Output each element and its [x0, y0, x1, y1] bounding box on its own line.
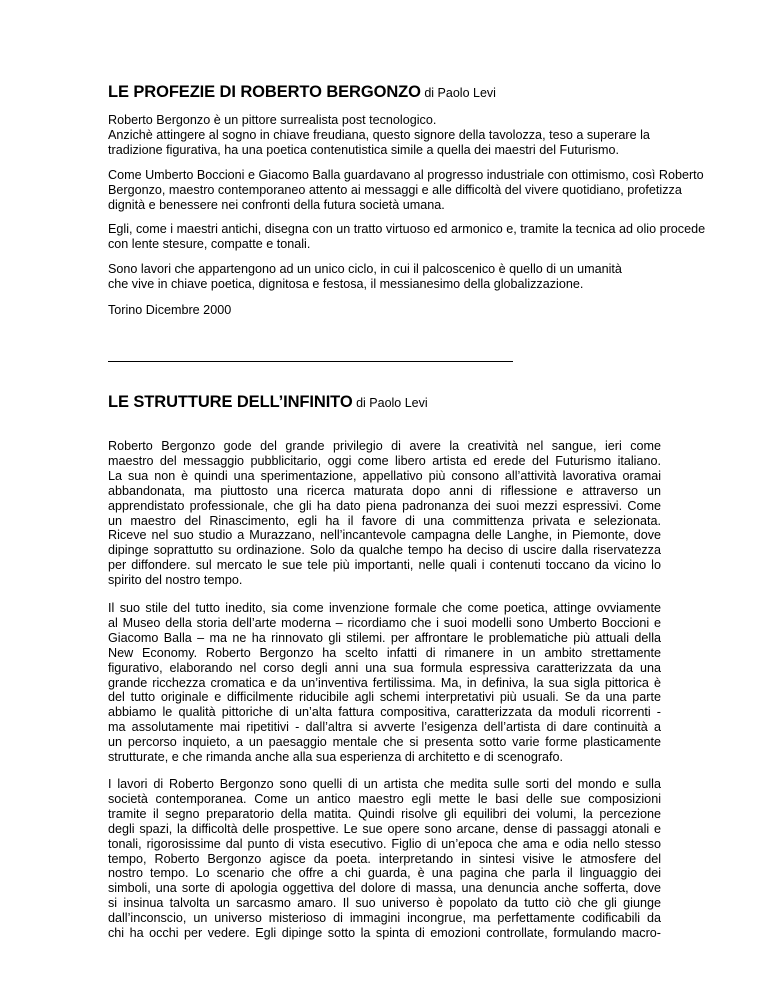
- text-line: con lente stesure, compatte e tonali.: [108, 236, 311, 251]
- text-line: per diffondere. sul mercato le sue tele più importanti, nelle quali i contenuti toccano da vicino lo: [108, 558, 661, 573]
- text-line: società contemporanea. Come un antico maestro egli mette le basi delle sue composizioni: [108, 791, 661, 806]
- article-2-title: [108, 393, 428, 412]
- text-line: un maestro del Rinascimento, egli ha il favore di una committenza privata e selezionata.: [108, 513, 661, 528]
- text-line: grande ricchezza cromatica e da un’inventiva fertilissima. Ma, in definiva, la sua sigla pittorica è: [108, 675, 661, 690]
- article-1-paragraph: [108, 222, 706, 252]
- text-line: figurativo, elaborando nel corso degli anni una sua formula espressiva caratterizzata da una: [108, 660, 661, 675]
- text-line: strutturate, e che rimanda anche alla sua esperienza di architetto e di scenografo.: [108, 750, 564, 765]
- text-line: Roberto Bergonzo è un pittore surrealista post tecnologico.: [108, 113, 437, 127]
- text-line: apprendistato professionale, che gli ha dato piena padronanza dei suoi mezzi espressivi. Come: [108, 498, 661, 513]
- text-line: Bergonzo, maestro contemporaneo attento ai messaggi e alle difficoltà del vivere quotidiano, profetizza: [108, 182, 682, 197]
- article-2-byline: di Paolo Levi: [352, 396, 428, 410]
- article-2-title-text: LE STRUTTURE DELL’INFINITO: [108, 393, 353, 411]
- article-2-paragraph: [108, 439, 661, 588]
- text-line: nostro tempo. Lo scenario che offre a chi guarda, è una pagina che parla il linguaggio dei: [108, 866, 661, 881]
- text-line: abbiamo le qualità pittoriche di un’alta fattura compositiva, caratterizzata da moduli ricorrenti -: [108, 705, 661, 720]
- text-line: dignità e benessere nei confronti della futura società umana.: [108, 197, 445, 212]
- text-line: Anzichè attingere al sogno in chiave freudiana, questo signore della tavolozza, teso a superare la: [108, 127, 650, 142]
- text-line: ma assolutamente mai ripetitivi - dall’altra si avverte l’esigenza dell’artista di dare continuità a: [108, 720, 661, 735]
- text-line: al Museo della storia dell’arte moderna – ricordiamo che i suoi modelli sono Umberto Boccioni e: [108, 615, 661, 630]
- article-1-paragraph: [108, 113, 661, 158]
- article-2-paragraph: [108, 601, 661, 765]
- article-1-paragraph: [108, 262, 661, 292]
- text-line: New Economy. Roberto Bergonzo ha scelto infatti di rimanere in un ambito strettamente: [108, 645, 661, 660]
- article-1-dateline: [108, 303, 661, 318]
- text-line: Roberto Bergonzo gode del grande privilegio di avere la creatività nel sangue, ieri come: [108, 439, 661, 453]
- text-line: che vive in chiave poetica, dignitosa e festosa, il messianesimo della globalizzazione.: [108, 276, 584, 291]
- text-line: chi ha occhi per vedere. Egli dipinge sotto la spinta di emozioni controllate, formulando macro-: [108, 926, 661, 941]
- text-line: Torino Dicembre 2000: [108, 303, 232, 317]
- text-line: del tutto originale e difficilmente riducibile agli schemi interpretativi più usuali. Se da una parte: [108, 690, 661, 705]
- text-line: La sua non è quindi una sperimentazione, appellativo più consono all’attività lavorativa oramai: [108, 468, 661, 483]
- article-2-paragraph: [108, 777, 661, 941]
- article-1-paragraph: [108, 168, 704, 213]
- text-line: un percorso inquieto, a un paesaggio mentale che si presenta sotto varie forme plasticamente: [108, 735, 661, 750]
- text-line: maestro del messaggio pubblicitario, oggi come libero artista ed erede del Futurismo italiano.: [108, 453, 661, 468]
- text-line: tramite il segno preparatorio della matita. Quindi risolve gli equilibri dei volumi, la percezione: [108, 806, 661, 821]
- text-line: dipinge soprattutto su ordinazione. Solo da qualche tempo ha deciso di uscire dalla riservatezza: [108, 543, 661, 558]
- text-line: tonali, rigorosissime dal punto di vista esecutivo. Figlio di un’epoca che ama e odia nello stesso: [108, 836, 661, 851]
- text-line: Riceve nel suo studio a Murazzano, nell’incantevole campagna delle Langhe, in Piemonte, dove: [108, 528, 661, 543]
- text-line: degli spazi, la difficoltà delle prospettive. Le sue opere sono arcane, dense di passaggi atonali e: [108, 821, 661, 836]
- article-1-title-text: LE PROFEZIE DI ROBERTO BERGONZO: [108, 83, 421, 101]
- text-line: spirito del nostro tempo.: [108, 573, 243, 588]
- text-line: Sono lavori che appartengono ad un unico ciclo, in cui il palcoscenico è quello di un umanità: [108, 262, 622, 276]
- article-1-title: [108, 83, 496, 102]
- text-line: tradizione figurativa, ha una poetica contenutistica simile a quella dei maestri del Futurismo.: [108, 142, 620, 157]
- text-line: tempo, Roberto Bergonzo agisce da poeta. interpretando in sintesi visive le atmosfere del: [108, 851, 661, 866]
- text-line: I lavori di Roberto Bergonzo sono quelli di un artista che medita sulle sorti del mondo e sulla: [108, 777, 661, 791]
- text-line: Il suo stile del tutto inedito, sia come invenzione formale che come poetica, attinge ovviamente: [108, 601, 661, 615]
- section-divider: [108, 361, 513, 362]
- text-line: si insinua talvolta un sarcasmo amaro. Il suo universo è popolato da tutto ciò che gli giunge: [108, 896, 661, 911]
- text-line: simboli, una sorte di apologia oggettiva del dolore di massa, una denuncia anche sofferta, dove: [108, 881, 661, 896]
- article-1-byline: di Paolo Levi: [420, 86, 496, 100]
- text-line: Giacomo Balla – ma ne ha rinnovato gli stilemi. per affrontare le problematiche più attuali della: [108, 630, 661, 645]
- text-line: Egli, come i maestri antichi, disegna con un tratto virtuoso ed armonico e, tramite la tecnica ad olio procede: [108, 222, 706, 236]
- text-line: abbandonata, ma piuttosto una ricerca maturata dopo anni di riflessione e attraverso un: [108, 483, 661, 498]
- text-line: Come Umberto Boccioni e Giacomo Balla guardavano al progresso industriale con ottimismo, così Roberto: [108, 168, 704, 182]
- text-line: dall’inconscio, un universo misterioso di immagini incongrue, ma perfettamente codificabili da: [108, 911, 661, 926]
